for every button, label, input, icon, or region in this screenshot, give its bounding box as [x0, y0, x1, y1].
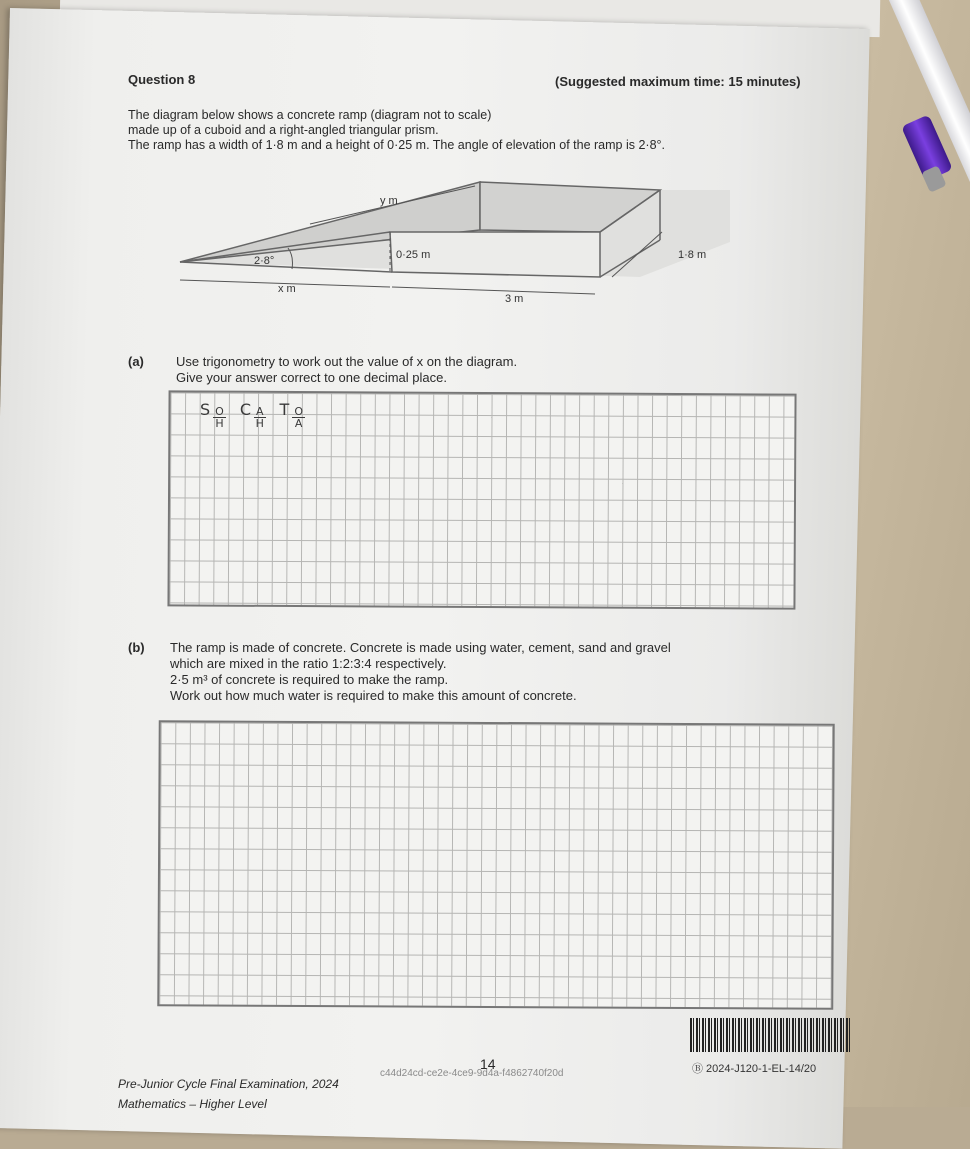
page-number: 14 — [480, 1056, 496, 1072]
paper-code: Ⓑ 2024-J120-1-EL-14/20 — [692, 1063, 817, 1075]
handwritten-sohcahtoa — [200, 400, 305, 429]
barcode — [690, 1018, 850, 1052]
question-intro — [128, 108, 665, 153]
intro-line: The ramp has a width of 1·8 m and a height of 0·25 m. The angle of elevation of the ramp is 2·8°. — [128, 138, 666, 152]
part-a-line: Use trigonometry to work out the value of x on the diagram. — [176, 354, 518, 369]
part-b-line: 2·5 m³ of concrete is required to make the ramp. — [170, 672, 449, 687]
part-b-label: (b) — [128, 640, 145, 655]
hw-cos: C $\frac{A}{H}$ — [239, 400, 264, 430]
part-a-text — [176, 354, 517, 386]
question-title: Question 8 — [128, 72, 196, 87]
hw-sin: S $\frac{O}{H}$ — [200, 400, 224, 430]
exam-name: Pre-Junior Cycle Final Examination, 2024 — [118, 1077, 339, 1091]
part-b-text — [170, 640, 671, 704]
ramp-diagram — [170, 172, 730, 312]
footer-exam-info — [118, 1074, 339, 1114]
part-b-line: which are mixed in the ratio 1:2:3:4 respectively. — [170, 656, 447, 671]
suggested-time: (Suggested maximum time: 15 minutes) — [555, 74, 801, 89]
label-height: 0·25 m — [396, 249, 431, 261]
label-base: x m — [278, 283, 296, 295]
label-slope: y m — [380, 195, 398, 207]
paper-hash: c44d24cd-ce2e-4ce9-9d4a-f4862740f20d — [380, 1068, 564, 1079]
intro-line: made up of a cuboid and a right-angled triangular prism. — [128, 123, 439, 137]
part-b-line: Work out how much water is required to make this amount of concrete. — [170, 688, 577, 703]
hw-tan: T $\frac{O}{A}$ — [279, 400, 303, 430]
intro-line: The diagram below shows a concrete ramp (diagram not to scale) — [128, 108, 492, 122]
label-angle: 2·8° — [254, 255, 275, 267]
part-a-line: Give your answer correct to one decimal place. — [176, 370, 447, 385]
label-length: 3 m — [505, 293, 524, 305]
answer-grid-b[interactable] — [157, 720, 834, 1010]
part-b-line: The ramp is made of concrete. Concrete is made using water, cement, sand and gravel — [170, 640, 671, 655]
part-a-label: (a) — [128, 354, 144, 369]
exam-subject: Mathematics – Higher Level — [118, 1097, 267, 1111]
label-width: 1·8 m — [678, 249, 707, 261]
